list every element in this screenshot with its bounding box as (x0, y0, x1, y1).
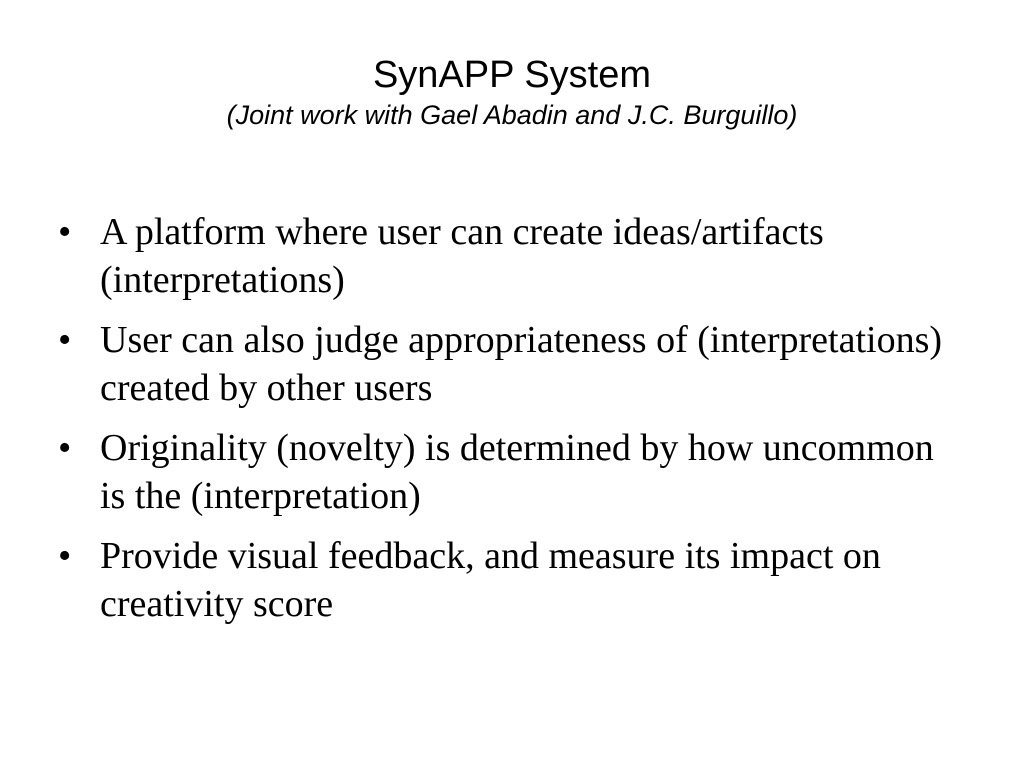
bullet-icon: • (58, 427, 72, 469)
bullet-item (58, 316, 958, 412)
bullet-icon: • (58, 319, 72, 361)
bullet-text: Originality (novelty) is determined by how uncommon is the (interpretation) (100, 427, 934, 517)
bullet-item (58, 424, 958, 520)
bullet-item (58, 208, 958, 304)
bullet-text: Provide visual feedback, and measure its impact on creativity score (100, 535, 881, 625)
slide-subtitle: (Joint work with Gael Abadin and J.C. Burguillo) (226, 100, 798, 130)
bullet-item (58, 532, 958, 628)
bullet-icon: • (58, 211, 72, 253)
bullet-icon: • (58, 535, 72, 577)
slide-title: SynAPP System (372, 54, 652, 96)
bullet-text: User can also judge appropriateness of (interpretations) created by other users (100, 319, 943, 409)
title-block (0, 52, 1024, 132)
bullet-list (58, 208, 958, 640)
bullet-text: A platform where user can create ideas/artifacts (interpretations) (100, 211, 824, 301)
